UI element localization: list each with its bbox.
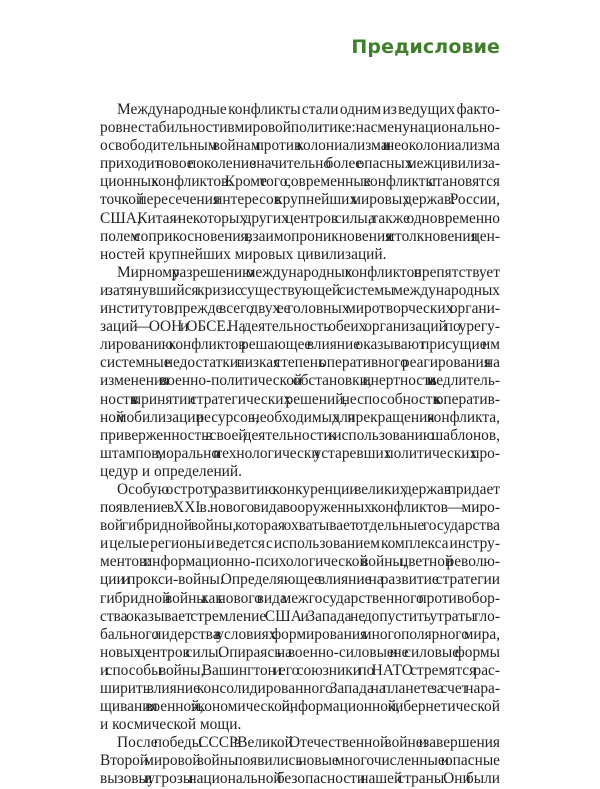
text-line: приходит новое поколение значительно более опасных межцивилиза- (100, 155, 500, 173)
text-line: гибридной войны как нового вида межгосударственного противобор- (100, 589, 500, 607)
text-line: Второй мировой войны появились новые многочисленные и опасные (100, 752, 500, 770)
text-line: и космической мощи. (100, 716, 242, 734)
text-line: цедур и определений. (100, 462, 243, 480)
page-title: Предисловие (351, 36, 500, 58)
text-line: и затянувшийся кризис существующей системы международных (100, 281, 500, 299)
text-line: Международные конфликты стали одним из ведущих факто- (117, 101, 500, 118)
text-line: и способы войны, Вашингтон и его союзники по НАТО стремятся рас- (100, 661, 500, 679)
text-line: ров нестабильности в мировой политике: на смену национально- (100, 119, 500, 137)
text-line: Мирному разрешению международных конфликтов препятствует (117, 263, 500, 281)
text-line: и целые регионы и ведется с использованием комплекса инстру- (100, 535, 500, 553)
paragraph (100, 101, 500, 264)
paragraph (100, 734, 500, 788)
text-line: системные недостатки: низкая степень оперативного реагирования на (100, 354, 500, 372)
text-line: полем соприкосновения, взаимопроникновения и столкновения цен- (100, 227, 500, 245)
text-line: ментов: информационно-психологической войны, цветной револю- (100, 553, 500, 571)
text-line: ства оказывает стремление США и Запада не допустить утраты гло- (100, 607, 500, 625)
text-line: ции и прокси-войны. Определяющее влияние на развитие стратегии (100, 571, 500, 589)
text-line: появление в XXI в. нового вида вооруженных конфликтов — миро- (100, 499, 500, 517)
text-line: щивания военной, экономической, информационной, кибернетической (100, 698, 500, 716)
text-line: бального лидерства в условиях формирования многополярного мира, (100, 625, 500, 643)
text-line: ность в принятии стратегических решений, неспособность к оператив- (100, 390, 500, 408)
text-line: ционных конфликтов. Кроме того, современные конфликты становятся (100, 173, 500, 191)
text-line: штампов, морально и технологически устаревших политических про- (100, 444, 500, 462)
paragraph (100, 264, 500, 481)
text-line: освободительным войнам против колониализма и неоколониализма (100, 137, 500, 155)
text-line: новых центров силы. Опираясь на военно-силовые и не силовые формы (100, 643, 500, 661)
text-line: институтов, прежде всего двух ее головных миротворческих органи- (100, 300, 500, 318)
text-line: ной мобилизации ресурсов, необходимых для прекращения конфликта, (100, 408, 500, 426)
text-line: Особую остроту развитию конкуренции великих держав придает (117, 480, 500, 498)
text-line: лированию конфликтов решающее влияние оказывают присущие им (100, 336, 500, 354)
text-line: ностей крупнейших мировых цивилизаций. (100, 245, 387, 263)
body-text (100, 101, 500, 789)
text-line: ширить влияние консолидированного Запада на планете за счет нара- (100, 680, 500, 697)
text-line: вызовы и угрозы национальной безопасности нашей страны. Они были (100, 770, 500, 788)
text-line: точкой пересечения интересов крупнейших мировых держав: России, (100, 191, 500, 209)
text-line: заций — ООН и ОБСЕ. На деятельность обеих организаций по урегу- (100, 318, 500, 336)
paragraph (100, 481, 500, 734)
text-line: После победы СССР в Великой Отечественной войне и завершения (117, 734, 500, 752)
text-line: приверженность в своей деятельности к использованию шаблонов, (100, 426, 500, 444)
text-line: изменения военно-политической обстановки, инертность и медлитель- (100, 372, 500, 390)
text-line: США, Китая и некоторых других центров силы, а также одновременно (100, 209, 500, 227)
text-line: вой гибридной войны, которая охватывает отдельные государства (100, 517, 500, 535)
